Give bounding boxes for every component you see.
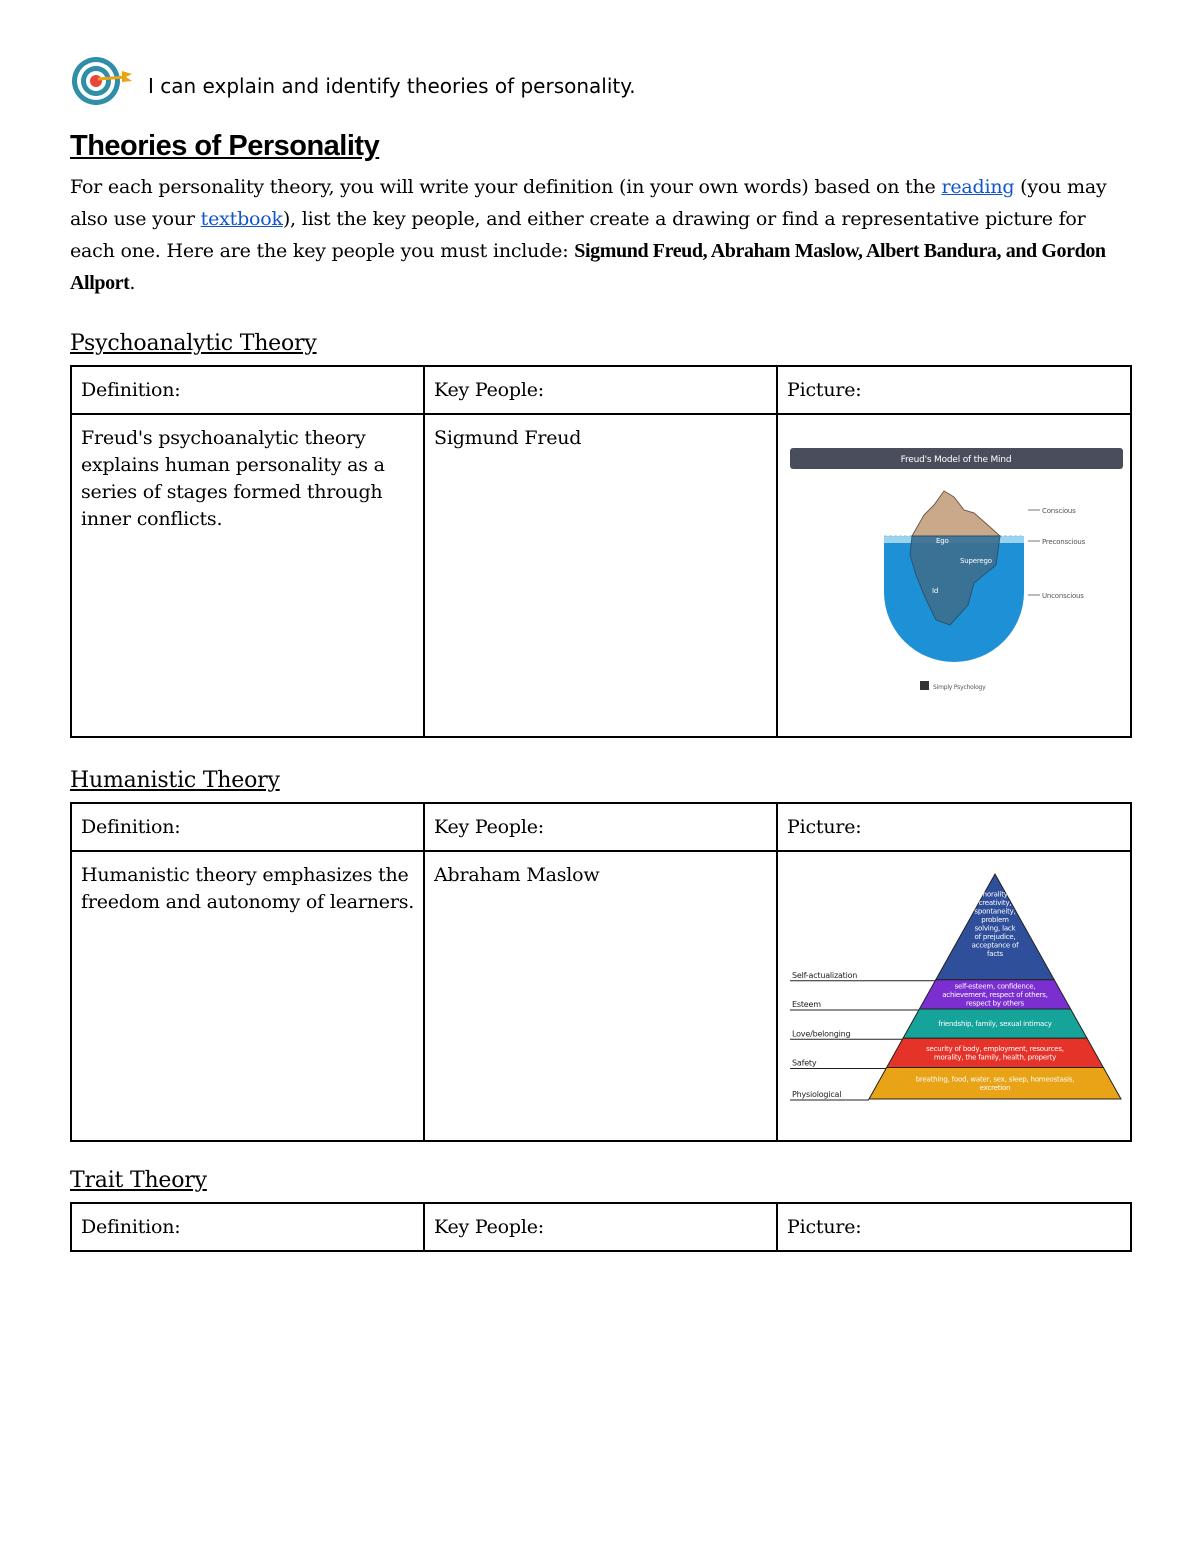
key-people-cell[interactable]: Abraham Maslow <box>424 851 777 1141</box>
page-title: Theories of Personality <box>70 130 380 162</box>
key-people-header: Key People: <box>424 366 777 414</box>
instructions-paragraph: For each personality theory, you will write your definition (in your own words) based on the reading (you may also use your textbook), list the key people, and either create a drawing or find a representative picture for each one. Here are the key people you must include: Sigmund Freud, Abraham Maslow, Albert Bandura, and Gordon Allport. <box>70 176 1107 294</box>
intro-text: For each personality theory, you will write your definition (in your own words) based on the <box>70 176 942 198</box>
ego-label: Ego <box>936 537 949 545</box>
section-title-psychoanalytic: Psychoanalytic Theory <box>70 331 317 356</box>
definition-header: Definition: <box>71 366 424 414</box>
key-people-cell[interactable]: Sigmund Freud <box>424 414 777 737</box>
pyramid-label-0: Self-actualization <box>792 970 858 980</box>
pyramid-label-2: Love/belonging <box>792 1029 851 1039</box>
conscious-label: Conscious <box>1042 507 1076 515</box>
trait-table <box>70 1202 1132 1252</box>
definition-cell[interactable]: Freud's psychoanalytic theory explains human personality as a series of stages formed through inner conflicts. <box>71 414 424 737</box>
maslow-pyramid <box>778 852 1130 1132</box>
id-label: Id <box>932 587 939 595</box>
credit-logo <box>920 681 929 690</box>
iceberg-tip <box>912 491 1000 536</box>
unconscious-label: Unconscious <box>1042 592 1084 600</box>
key-people-list: Sigmund Freud, Abraham Maslow, Albert Bandura, and Gordon Allport <box>70 240 1106 294</box>
key-people-header: Key People: <box>424 1203 777 1251</box>
picture-header: Picture: <box>777 366 1131 414</box>
definition-cell[interactable]: Humanistic theory emphasizes the freedom and autonomy of learners. <box>71 851 424 1141</box>
diagram-header: Freud's Model of the Mind <box>900 455 1012 465</box>
definition-header: Definition: <box>71 803 424 851</box>
section-title-humanistic: Humanistic Theory <box>70 768 280 793</box>
picture-header: Picture: <box>777 1203 1131 1251</box>
pyramid-label-3: Safety <box>792 1058 817 1068</box>
superego-label: Superego <box>960 557 992 565</box>
target-icon <box>70 55 134 107</box>
definition-header: Definition: <box>71 1203 424 1251</box>
key-people-header: Key People: <box>424 803 777 851</box>
diagram-credit: Simply Psychology <box>933 684 986 691</box>
picture-header: Picture: <box>777 803 1131 851</box>
textbook-link[interactable]: textbook <box>200 208 283 230</box>
objective-text: I can explain and identify theories of personality. <box>148 74 636 98</box>
pyramid-description-0: morality, creativity, spontaneity, problem solving, lack of prejudice, acceptance of facts <box>971 890 1019 958</box>
picture-cell[interactable] <box>777 414 1131 737</box>
psychoanalytic-table <box>70 365 1132 738</box>
iceberg-diagram <box>778 415 1130 728</box>
intro-text: ), list the key people, and either create a drawing or find a representative picture for each one. Here are the key people you must include: <box>70 208 1086 262</box>
picture-cell[interactable] <box>777 851 1131 1141</box>
intro-text: (you may also use your <box>70 176 1107 230</box>
pyramid-label-4: Physiological <box>792 1090 842 1099</box>
preconscious-label: Preconscious <box>1042 538 1086 546</box>
pyramid-label-1: Esteem <box>792 1000 821 1009</box>
section-title-trait: Trait Theory <box>70 1168 207 1193</box>
humanistic-table <box>70 802 1132 1142</box>
pyramid-description-1: self-esteem, confidence, achievement, respect of others, respect by others <box>942 982 1048 1008</box>
reading-link[interactable]: reading <box>941 176 1015 198</box>
pyramid-description-3: security of body, employment, resources, morality, the family, health, property <box>926 1045 1064 1062</box>
learning-objective <box>70 55 636 107</box>
pyramid-description-4: breathing, food, water, sex, sleep, homeostasis, excretion <box>915 1075 1075 1092</box>
pyramid-description-2: friendship, family, sexual intimacy <box>938 1020 1052 1029</box>
